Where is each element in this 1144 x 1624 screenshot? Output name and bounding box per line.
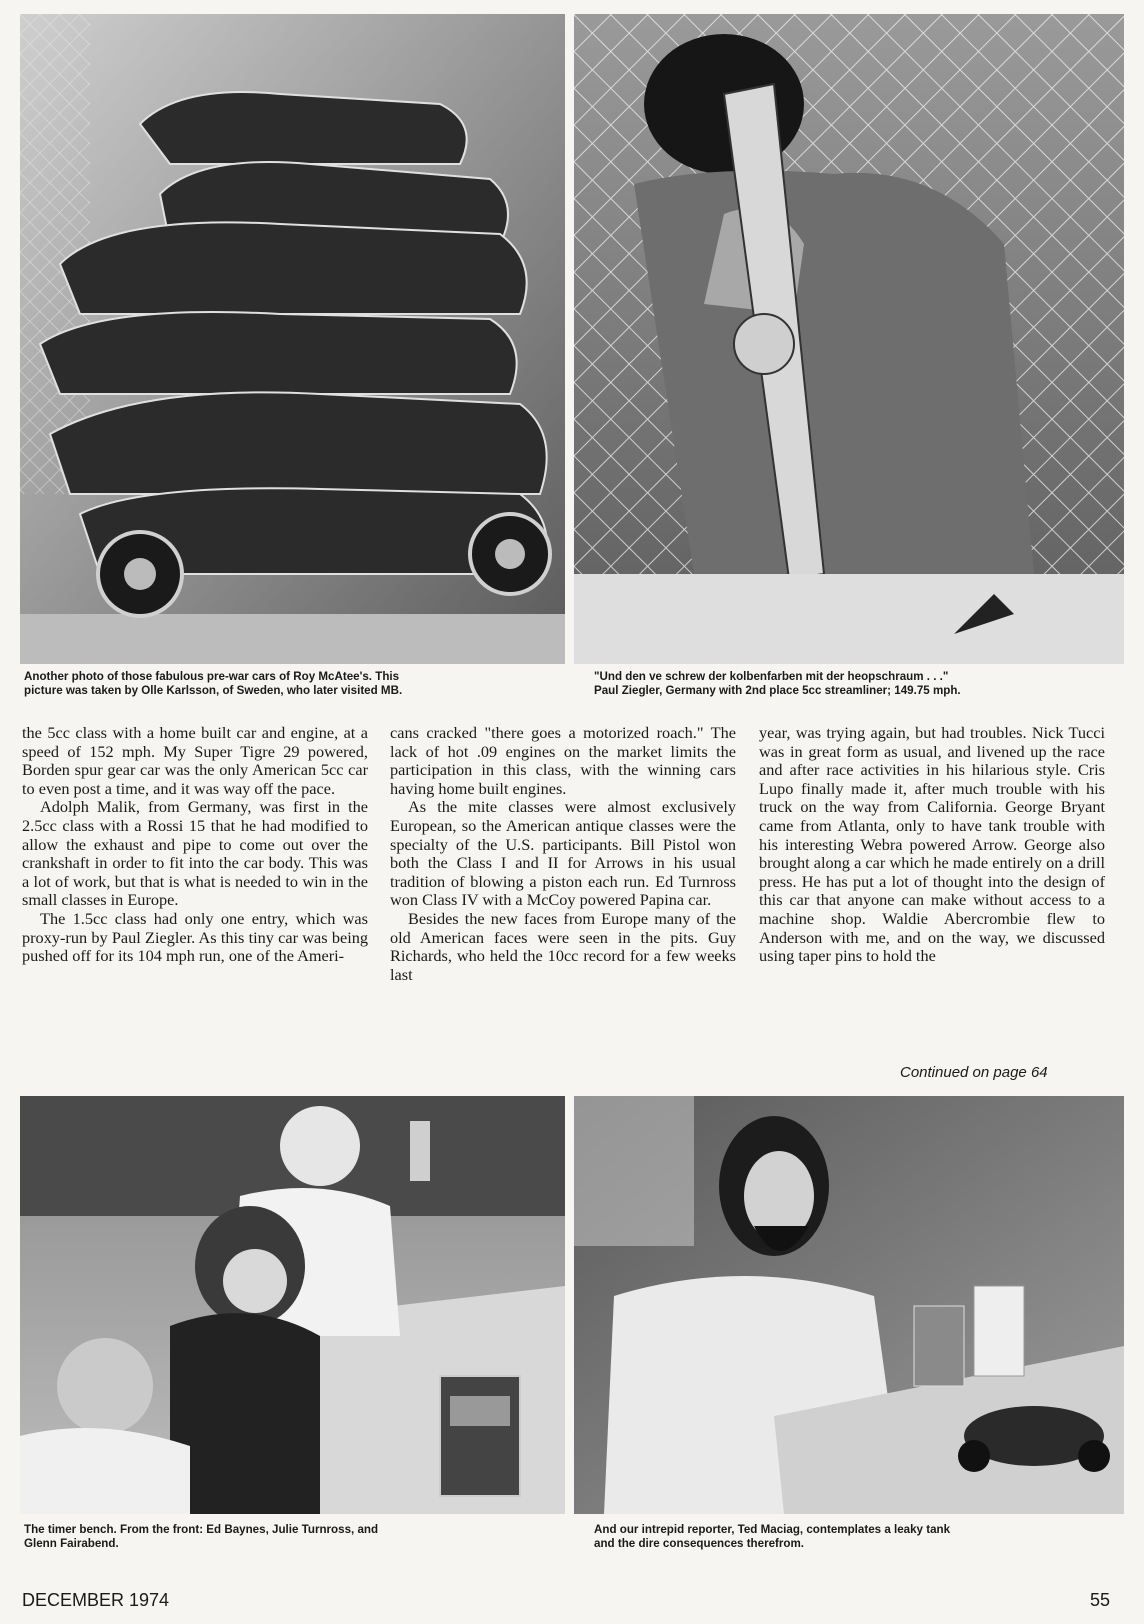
caption-line: "Und den ve schrew der kolbenfarben mit der heopschraum . . ." (594, 670, 949, 683)
photo-ted-maciag (574, 1096, 1124, 1514)
caption-line: Another photo of those fabulous pre-war cars of Roy McAtee's. This (24, 670, 400, 683)
photo-prewar-cars (20, 14, 565, 664)
caption-line: picture was taken by Olle Karlsson, of Sweden, who later visited MB. (24, 684, 403, 697)
caption-ted-maciag (594, 1523, 1134, 1551)
paragraph: The 1.5cc class had only one entry, which was proxy-run by Paul Ziegler. As this tiny car was being pushed off for its 104 mph run, one of the Ameri- (22, 908, 368, 966)
caption-line: Paul Ziegler, Germany with 2nd place 5cc streamliner; 149.75 mph. (594, 684, 961, 697)
article-column-2 (390, 724, 736, 984)
photo-paul-ziegler (574, 14, 1124, 664)
paragraph: Adolph Malik, from Germany, was first in the 2.5cc class with a Rossi 15 that he had modified to allow the exhaust and pipe to come out over the crankshaft in order to fit into the car body. This was a lot of work, but that is what is needed to win in the small classes in Europe. (22, 797, 368, 910)
paragraph: Besides the new faces from Europe many of the old American faces were seen in the pits. Guy Richards, who held the 10cc record for a few weeks last (390, 908, 736, 984)
caption-prewar-cars (24, 670, 564, 698)
caption-line: Glenn Fairabend. (24, 1537, 119, 1550)
caption-timer-bench (24, 1523, 564, 1551)
caption-paul-ziegler (594, 670, 1134, 698)
footer-date: DECEMBER 1974 (22, 1590, 170, 1610)
continued-note: Continued on page 64 (900, 1064, 1048, 1081)
article-column-1 (22, 724, 368, 966)
paragraph: the 5cc class with a home built car and engine, at a speed of 152 mph. My Super Tigre 29 powered, Borden spur gear car was the only American 5cc car to even post a time, and it was way off the pace. (22, 723, 368, 798)
caption-line: The timer bench. From the front: Ed Baynes, Julie Turnross, and (24, 1523, 379, 1536)
paragraph: year, was trying again, but had troubles. Nick Tucci was in great form as usual, and livened up the race and after race activities in his hilarious style. Cris Lupo finally made it, after much trouble with his truck on the way from California. George Bryant came from Atlanta, only to have tank trouble with his interesting Webra powered Arrow. George also brought along a car which he made entirely on a drill press. He has put a lot of thought into the design of this car that anyone can make without access to a machine shop. Waldie Abercrombie flew to Anderson with me, and on the way, we discussed using taper pins to hold the (759, 723, 1105, 966)
footer-page-number: 55 (1090, 1590, 1111, 1610)
paragraph: cans cracked "there goes a motorized roach." The lack of hot .09 engines on the market limits the participation in this class, with the winning cars having home built engines. (390, 723, 736, 798)
article-column-3 (759, 724, 1105, 966)
caption-line: And our intrepid reporter, Ted Maciag, contemplates a leaky tank (594, 1523, 951, 1536)
caption-line: and the dire consequences therefrom. (594, 1537, 805, 1550)
paragraph: As the mite classes were almost exclusively European, so the American antique classes were the specialty of the U.S. participants. Bill Pistol won both the Class I and II for Arrows in his usual tradition of blowing a piston each run. Ed Turnross won Class IV with a McCoy powered Papina car. (390, 797, 736, 910)
photo-timer-bench (20, 1096, 565, 1514)
